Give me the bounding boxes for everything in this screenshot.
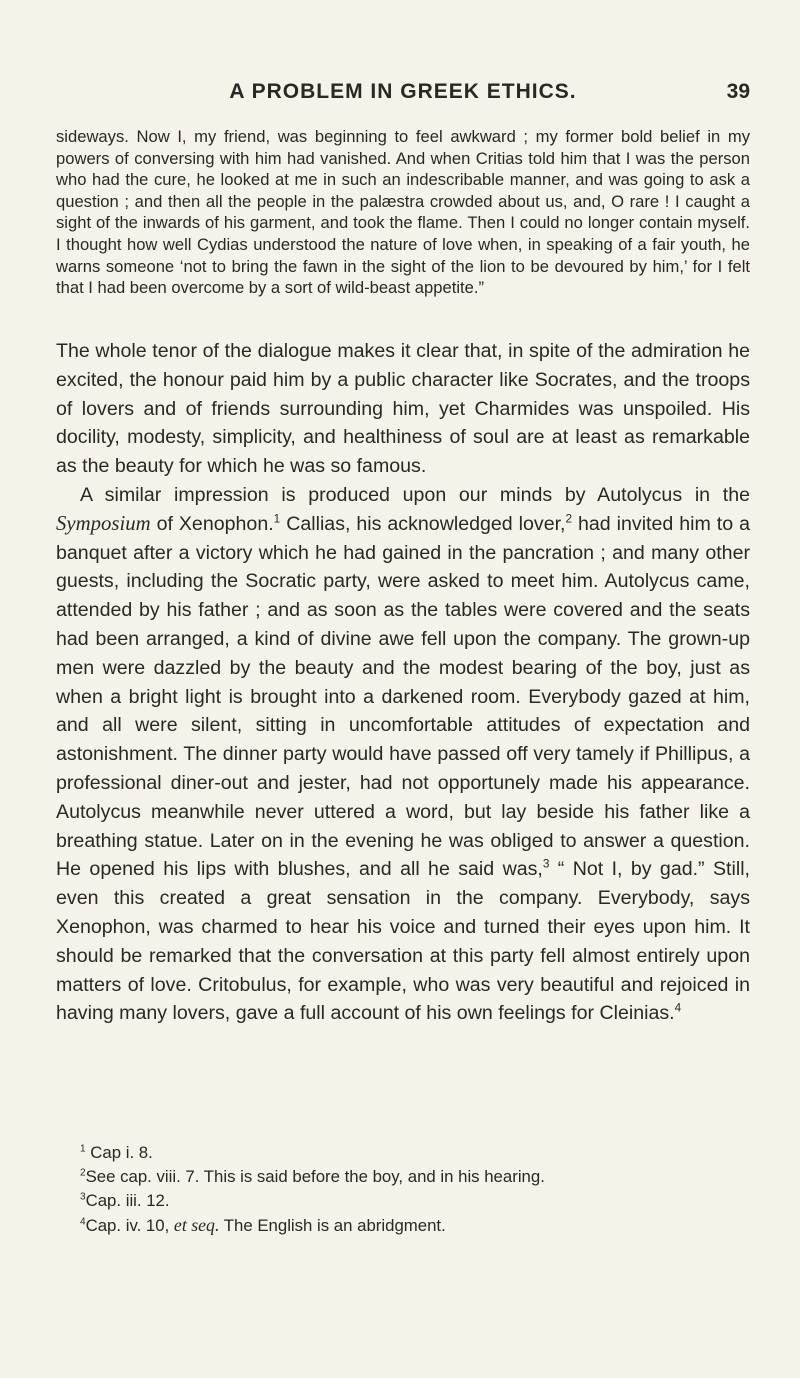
footnote-italic: et seq. <box>173 1215 220 1235</box>
symposium-title: Symposium <box>56 511 151 535</box>
footnote-text: Cap. iv. 10, <box>85 1216 170 1235</box>
main-text <box>56 337 750 1028</box>
footnote-text-end: The English is an abridgment. <box>223 1216 446 1235</box>
paragraph-charmides: The whole tenor of the dialogue makes it clear that, in spite of the admiration he excited, the honour paid him by a public character like Socrates, and the troops of lovers and of friends surrounding him, yet Charmides was unspoiled. His docility, modesty, simplicity, and healthiness of soul are at least as remarkable as the beauty for which he was so famous. <box>56 340 750 478</box>
footnote-3 <box>56 1189 750 1213</box>
footnote-mark: 4 <box>80 1216 86 1228</box>
footnote-mark: 2 <box>80 1167 86 1179</box>
p2-text-3: Callias, his acknowledged lover, <box>286 512 566 535</box>
quoted-passage: sideways. Now I, my friend, was beginning to feel awkward ; my former bold belief in my powers of conversing with him had vanished. And when Critias told him that I was the person who had the cure, he looked at me in such an indescribable manner, and was going to ask a question ; and then all the people in the palæstra crowded about us, and, O rare ! I caught a sight of the inwards of his garment, and took the flame. Then I could no longer contain myself. I thought how well Cydias understood the nature of love when, in speaking of a fair youth, he warns someone ‘not to bring the fawn in the sight of the lion to be devoured by him,’ for I felt that I had been overcome by a sort of wild-beast appetite.” <box>56 127 750 298</box>
footnote-ref-3[interactable]: 3 <box>542 857 550 871</box>
footnote-mark: 1 <box>80 1143 86 1155</box>
p2-text-1: A similar impression is produced upon our minds by Autolycus in the <box>80 483 750 506</box>
running-title: A PROBLEM IN GREEK ETHICS. <box>229 80 577 103</box>
footnote-4 <box>56 1213 750 1238</box>
footnote-ref-1[interactable]: 1 <box>273 512 281 526</box>
footnote-mark: 3 <box>80 1191 86 1203</box>
footnote-text: Cap i. 8. <box>90 1143 153 1162</box>
footnote-ref-4[interactable]: 4 <box>674 1001 682 1015</box>
paragraph-autolycus <box>56 481 750 1028</box>
page-number: 39 <box>726 80 750 103</box>
p2-text-2: of Xenophon. <box>156 512 274 535</box>
footnotes <box>56 1141 750 1238</box>
footnote-1 <box>56 1141 750 1165</box>
running-head <box>56 80 750 110</box>
footnote-ref-2[interactable]: 2 <box>565 512 573 526</box>
footnote-text: Cap. iii. 12. <box>85 1191 170 1210</box>
p2-text-4: had invited him to a banquet after a victory which he had gained in the pancration ; and many other guests, including the Socratic party, were asked to meet him. Autolycus came, attended by his father ; and as soon as the tables were covered and the seats had been arranged, a kind of divine awe fell upon the company. The grown-up men were dazzled by the beauty and the modest bearing of the boy, just as when a bright light is brought into a darkened room. Everybody gazed at him, and all were silent, sitting in uncomfortable attitudes of expectation and astonishment. The dinner party would have passed off very tamely if Phillipus, a professional diner-out and jester, had not opportunely made his appearance. Autolycus meanwhile never uttered a word, but lay beside his father like a breathing statue. Later on in the evening he was obliged to answer a question. He opened his lips with blushes, and all he said was, <box>56 512 750 881</box>
p2-text-5: “ Not I, by gad.” Still, even this created a great sensation in the company. Everybody, says Xenophon, was charmed to hear his voice and turned their eyes upon him. It should be remarked that the conversation at this party fell almost entirely upon matters of love. Critobulus, for example, who was very beautiful and rejoiced in having many lovers, gave a full account of his own feelings for Cleinias. <box>56 858 750 1025</box>
footnote-text: See cap. viii. 7. This is said before the boy, and in his hearing. <box>85 1167 545 1186</box>
footnote-2 <box>56 1165 750 1189</box>
